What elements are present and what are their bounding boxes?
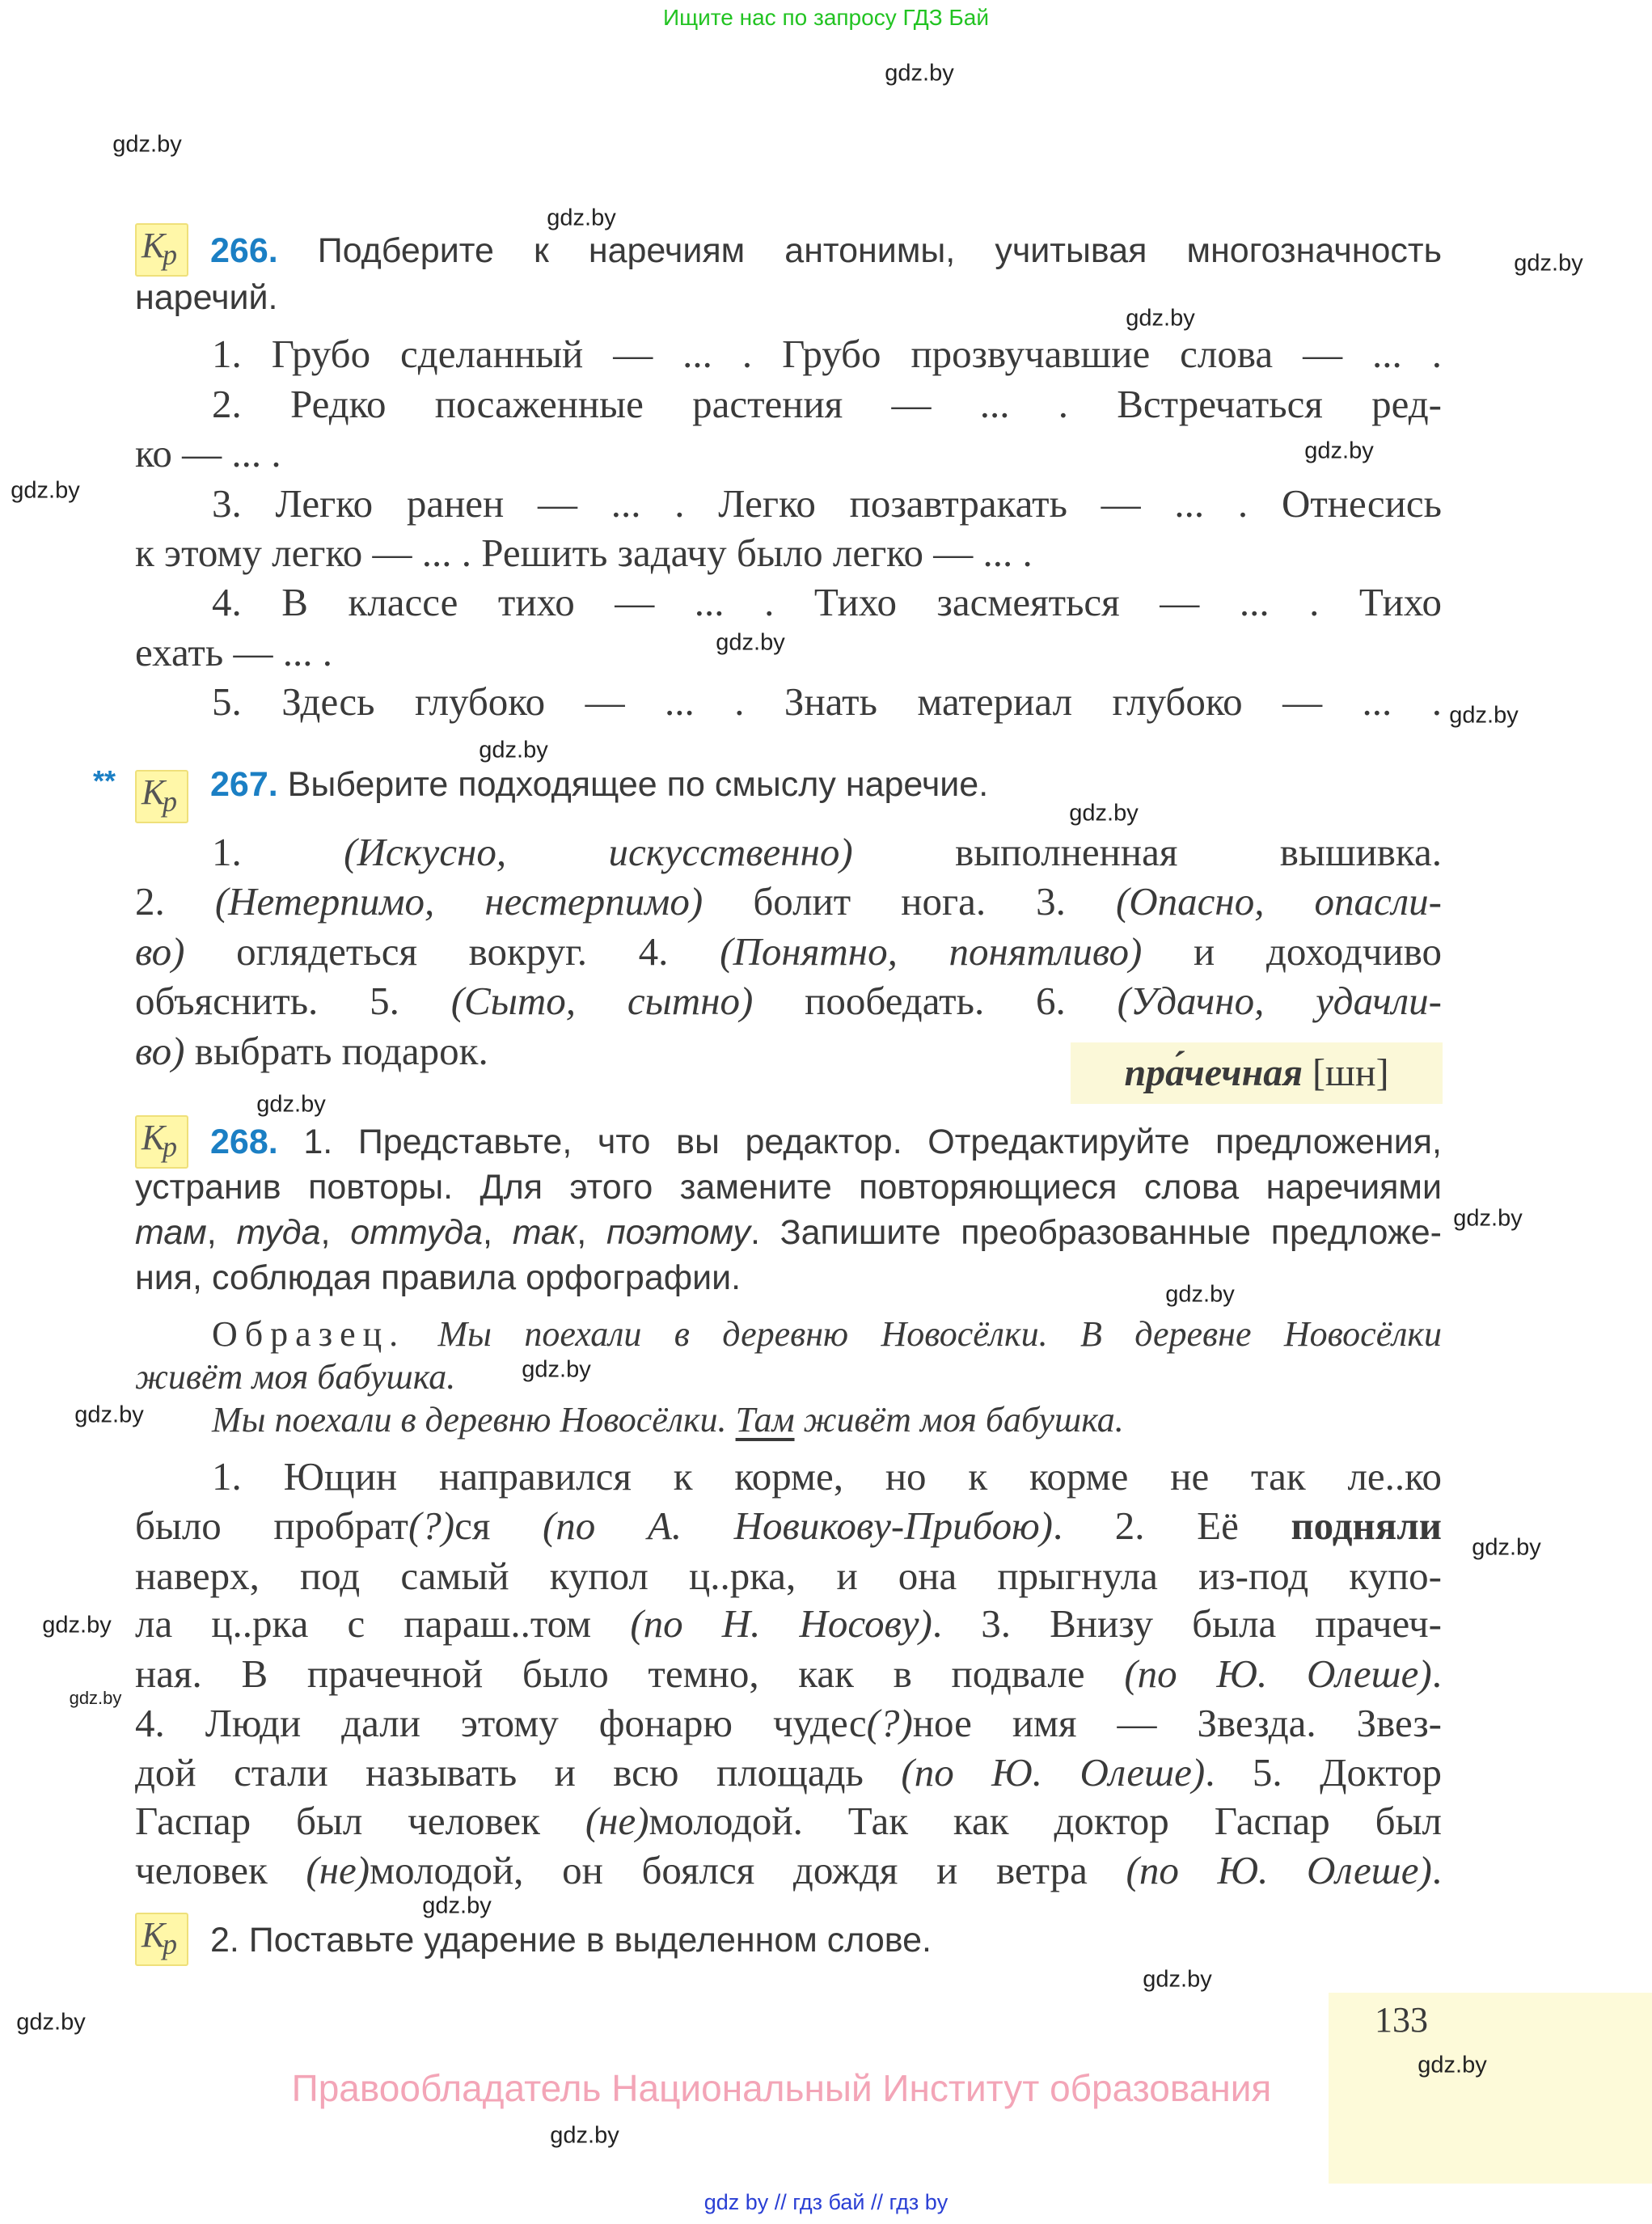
watermark: gdz.by	[74, 1402, 144, 1428]
text-segment: наречий.	[135, 278, 278, 317]
footer-links[interactable]: gdz by // гдз бай // гдз by	[703, 2190, 949, 2214]
text-segment: наверх, под самый купол ц..рка, и она прыгнула из-под купо-	[135, 1554, 1442, 1598]
exercise-number: 266.	[210, 231, 318, 270]
watermark: gdz.by	[1453, 1205, 1523, 1232]
icon-subscript: р	[163, 1928, 177, 1960]
text-line	[212, 677, 1442, 727]
icon-letter: К	[142, 1915, 166, 1955]
text-segment: поэтому	[606, 1213, 750, 1252]
watermark: gdz.by	[1304, 438, 1374, 464]
text-segment: . 3. Внизу была прачеч-	[932, 1601, 1443, 1646]
text-segment: молодой, он боялся дождя и ветра	[370, 1848, 1126, 1892]
text-segment: живёт моя бабушка.	[135, 1357, 456, 1397]
text-segment: ная. В прачечной было темно, как в подвале	[135, 1651, 1125, 1696]
watermark: gdz.by	[716, 629, 785, 656]
watermark: gdz.by	[550, 2122, 619, 2149]
text-segment: ния, соблюдая правила орфографии.	[135, 1258, 741, 1297]
text-segment: во)	[135, 1029, 185, 1073]
text-segment: выбрать подарок.	[184, 1029, 488, 1073]
text-segment: 2.	[135, 879, 215, 924]
watermark: gdz.by	[1472, 1534, 1541, 1561]
text-segment: Гаспар был человек	[135, 1799, 585, 1843]
text-segment: . 2. Её	[1052, 1503, 1291, 1548]
watermark: gdz.by	[1126, 305, 1195, 332]
text-segment: оттуда	[350, 1213, 483, 1252]
watermark: gdz.by	[69, 1688, 122, 1708]
icon-subscript: р	[163, 239, 177, 271]
text-segment: Образец.	[212, 1314, 406, 1354]
icon-subscript: р	[163, 1131, 177, 1163]
text-segment: ,	[483, 1213, 513, 1252]
text-segment: живёт моя бабушка.	[794, 1400, 1124, 1440]
text-segment: ся	[454, 1503, 543, 1548]
text-segment: подняли	[1291, 1503, 1443, 1548]
text-segment: 5. Здесь глубоко — ... . Знать материал глубоко — ... .	[212, 679, 1442, 724]
text-segment: . Запишите преобразованные предложе-	[750, 1213, 1442, 1252]
text-line	[135, 1649, 1442, 1699]
text-line	[135, 1748, 1442, 1798]
accent-word: пра́чечная	[1124, 1051, 1303, 1094]
text-segment: Мы поехали в деревню Новосёлки. В деревне Новосёлки	[405, 1314, 1442, 1354]
text-segment: 1.	[212, 830, 344, 874]
text-segment: (по Н. Носову)	[630, 1601, 932, 1646]
text-line	[210, 759, 1442, 810]
text-segment: ное имя — Звезда. Звез-	[912, 1701, 1442, 1745]
text-segment: 4. В классе тихо — ... . Тихо засмеяться — ... . Тихо	[212, 580, 1442, 624]
text-segment: (по Ю. Олеше)	[901, 1750, 1206, 1795]
text-line	[135, 976, 1442, 1026]
text-segment: 3. Легко ранен — ... . Легко позавтракать — ... . Отнесись	[212, 481, 1442, 526]
text-line	[210, 1915, 1442, 1965]
exercise-number: 267.	[210, 765, 288, 804]
text-line	[135, 273, 1442, 323]
watermark: gdz.by	[479, 737, 548, 763]
text-segment: (Понятно, понятливо)	[720, 929, 1143, 974]
text-line	[135, 1551, 1442, 1601]
text-line	[135, 1599, 1442, 1649]
text-line	[210, 226, 1442, 276]
text-segment: Подберите к наречиям антонимы, учитывая многозначность	[317, 231, 1442, 270]
text-segment: ко — ... .	[135, 431, 281, 476]
exercise-number: 268.	[210, 1123, 304, 1161]
text-line	[135, 1253, 1442, 1303]
text-segment: (не)	[585, 1799, 649, 1843]
text-segment: .	[1431, 1848, 1443, 1892]
watermark: gdz.by	[1165, 1281, 1235, 1308]
text-line	[135, 1796, 1442, 1846]
difficulty-marker: **	[93, 764, 116, 797]
text-segment: дой стали называть и всю площадь	[135, 1750, 902, 1795]
rights-holder-label: Правообладатель Национальный Институт образования	[291, 2067, 1272, 2109]
text-line	[212, 329, 1442, 379]
text-segment: .	[1431, 1651, 1442, 1696]
text-segment: 2. Поставьте ударение в выделенном слове.	[210, 1921, 932, 1960]
text-segment: там	[135, 1213, 207, 1252]
text-segment: туда	[236, 1213, 321, 1252]
text-segment: было пробрат	[135, 1503, 408, 1548]
text-segment: (?)	[866, 1701, 913, 1745]
text-segment: пообедать. 6.	[753, 979, 1118, 1023]
watermark: gdz.by	[1069, 800, 1139, 827]
text-line	[135, 1846, 1442, 1896]
task-type-icon	[135, 770, 188, 823]
text-line	[135, 1501, 1442, 1551]
text-line	[135, 927, 1442, 977]
task-type-icon	[135, 1913, 188, 1966]
text-segment: (по Ю. Олеше)	[1124, 1651, 1432, 1696]
text-segment: молодой. Так как доктор Гаспар был	[649, 1799, 1442, 1843]
text-segment: ехать — ... .	[135, 630, 332, 674]
accent-note-box	[1071, 1042, 1443, 1104]
watermark: gdz.by	[885, 60, 954, 87]
text-segment: во)	[135, 929, 185, 974]
text-segment: болит нога. 3.	[703, 879, 1116, 924]
text-segment: (по Ю. Олеше)	[1126, 1848, 1432, 1892]
text-line	[135, 1207, 1442, 1258]
text-segment: ,	[320, 1213, 351, 1252]
watermark: gdz.by	[42, 1612, 112, 1638]
text-segment: так	[512, 1213, 577, 1252]
text-line	[135, 877, 1442, 927]
text-line	[212, 577, 1442, 628]
icon-letter: К	[142, 226, 166, 265]
watermark: gdz.by	[11, 477, 80, 504]
text-segment: Там	[735, 1400, 795, 1440]
text-segment: (Нетерпимо, нестерпимо)	[214, 879, 703, 924]
task-type-icon	[135, 1115, 188, 1169]
text-segment: (?)	[408, 1503, 455, 1548]
text-segment: Мы поехали в деревню Новосёлки.	[212, 1400, 736, 1440]
text-segment: 1. Грубо сделанный — ... . Грубо прозвучавшие слова — ... .	[212, 332, 1442, 376]
text-segment: выполненная вышивка.	[852, 830, 1442, 874]
text-segment: Выберите подходящее по смыслу наречие.	[287, 765, 989, 804]
text-line	[210, 1117, 1442, 1167]
text-line	[212, 1395, 1442, 1445]
watermark: gdz.by	[1418, 2052, 1487, 2078]
text-segment: (Искусно, искусственно)	[344, 830, 853, 874]
text-line	[135, 628, 1442, 678]
text-segment: . 5. Доктор	[1205, 1750, 1442, 1795]
icon-letter: К	[142, 1118, 166, 1157]
watermark: gdz.by	[1514, 250, 1583, 277]
task-type-icon	[135, 223, 188, 277]
icon-letter: К	[142, 772, 166, 812]
text-segment: (Удачно, удачли-	[1117, 979, 1442, 1023]
search-banner[interactable]: Ищите нас по запросу ГДЗ Бай	[662, 5, 990, 30]
text-segment: устранив повторы. Для этого замените повторяющиеся слова наречиями	[135, 1168, 1442, 1207]
watermark: gdz.by	[522, 1356, 591, 1383]
icon-subscript: р	[163, 785, 177, 818]
text-segment: 1. Ющин направился к корме, но к корме не так ле..ко	[212, 1454, 1442, 1499]
text-segment: (не)	[306, 1848, 370, 1892]
text-segment: 2. Редко посаженные растения — ... . Встречаться ред-	[212, 382, 1442, 426]
text-segment: человек	[135, 1848, 306, 1892]
text-segment: ,	[577, 1213, 606, 1252]
watermark: gdz.by	[256, 1091, 326, 1118]
text-segment: к этому легко — ... . Решить задачу было легко — ... .	[135, 531, 1033, 575]
text-segment: ,	[206, 1213, 237, 1252]
text-line	[135, 1698, 1442, 1748]
text-line	[135, 1162, 1442, 1212]
text-segment: (Сыто, сытно)	[450, 979, 754, 1023]
text-segment: оглядеться вокруг. 4.	[184, 929, 720, 974]
watermark: gdz.by	[1449, 702, 1519, 729]
text-line	[212, 379, 1442, 429]
text-line	[135, 429, 1442, 479]
text-segment: ла ц..рка с параш..том	[135, 1601, 631, 1646]
text-segment: 4. Люди дали этому фонарю чудес	[135, 1701, 867, 1745]
text-segment: (по А. Новикову-Прибою)	[542, 1503, 1053, 1548]
rights-holder-text	[0, 2066, 1652, 2110]
watermark: gdz.by	[112, 131, 182, 158]
page-number: 133	[1375, 2000, 1428, 2040]
text-segment: 1. Представьте, что вы редактор. Отредактируйте предложения,	[303, 1123, 1442, 1161]
text-line	[212, 1452, 1442, 1502]
watermark: gdz.by	[547, 205, 616, 231]
text-segment: и доходчиво	[1142, 929, 1442, 974]
watermark: gdz.by	[16, 2009, 86, 2036]
accent-sound: [шн]	[1302, 1051, 1389, 1094]
watermark: gdz.by	[1143, 1966, 1212, 1993]
text-line	[212, 827, 1442, 877]
text-line	[212, 479, 1442, 529]
text-segment: объяснить. 5.	[135, 979, 451, 1023]
watermark: gdz.by	[422, 1892, 492, 1919]
text-line	[135, 528, 1442, 578]
text-segment: (Опасно, опасли-	[1115, 879, 1442, 924]
